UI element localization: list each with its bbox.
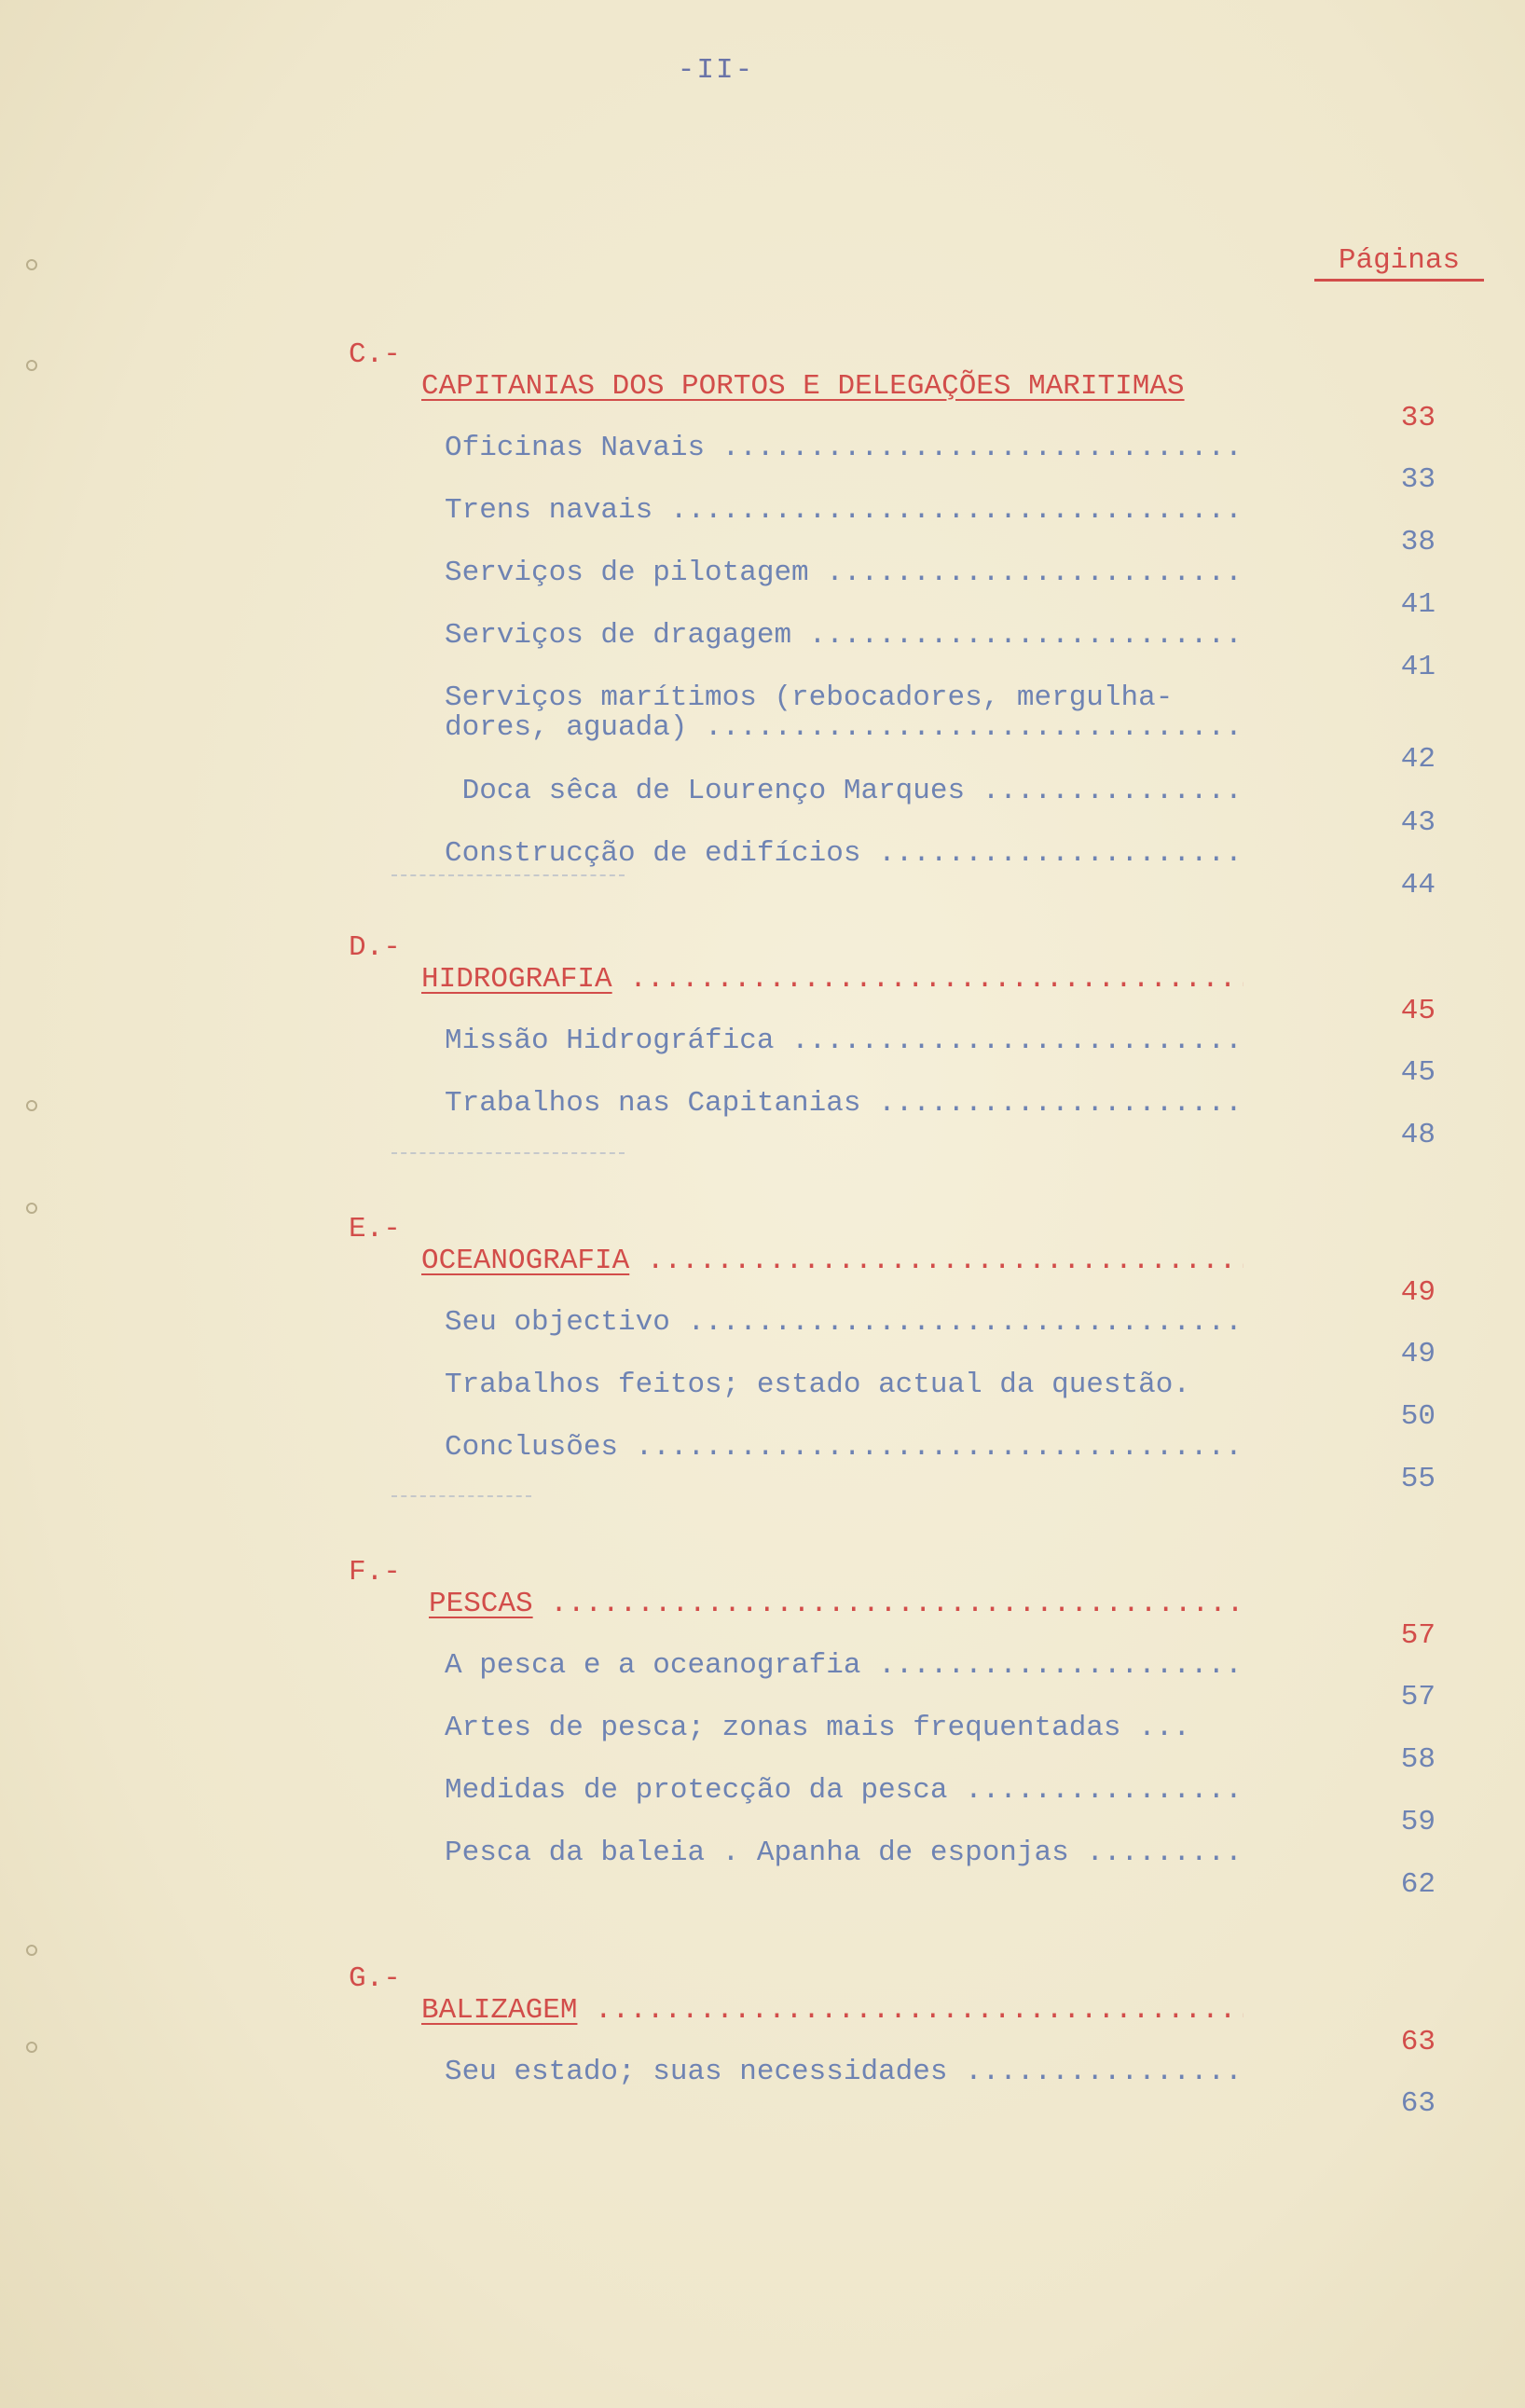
section-letter: G.- (349, 1962, 401, 1995)
faint-rule (392, 874, 625, 878)
entry-page-number: 42 (1400, 743, 1436, 776)
section-title: HIDROGRAFIA (421, 964, 612, 996)
entry-page-number: 41 (1400, 651, 1436, 683)
section-letter: C.- (349, 338, 401, 371)
entry-title: Trabalhos feitos; estado actual da questão. (445, 1369, 1190, 1401)
toc-entry (0, 1400, 1525, 1527)
section-page-number: 33 (1400, 402, 1436, 434)
entry-title: Construcção de edifícios ..... (445, 838, 1243, 870)
entry-page-number: 38 (1400, 526, 1436, 558)
section-letter: D.- (349, 931, 401, 964)
section-letter: F.- (349, 1556, 401, 1589)
section-page-number: 63 (1400, 2026, 1436, 2058)
entry-page-number: 55 (1400, 1463, 1436, 1495)
section-title: BALIZAGEM (421, 1995, 578, 2027)
entry-title: Oficinas Navais ..... (445, 433, 1243, 464)
entry-page-number: 45 (1400, 1056, 1436, 1089)
section-title-line (421, 964, 1243, 996)
entry-page-number: 49 (1400, 1338, 1436, 1370)
entry-title: Serviços de pilotagem ..... (445, 557, 1243, 589)
section-title: OCEANOGRAFIA (421, 1245, 630, 1277)
entry-title: dores, aguada) ..... (445, 712, 1243, 744)
entry-page-number: 57 (1400, 1681, 1436, 1713)
faint-rule (392, 1152, 625, 1156)
entry-page-number: 62 (1400, 1868, 1436, 1901)
section-title: CAPITANIAS DOS PORTOS E DELEGAÇÕES MARITIMAS (421, 370, 1185, 403)
section-page-number: 57 (1400, 1619, 1436, 1652)
page-folio: -II- (677, 54, 755, 87)
entry-title: A pesca e a oceanografia ..... (445, 1650, 1243, 1682)
entry-title: Seu estado; suas necessidades ..... (445, 2057, 1243, 2088)
entry-title-line1: Serviços marítimos (rebocadores, mergulha- (445, 681, 1174, 714)
entry-title: Seu objectivo ..... (445, 1307, 1243, 1339)
entry-title: Doca sêca de Lourenço Marques ..... (445, 776, 1243, 807)
entry-title: Serviços de dragagem ..... (445, 620, 1243, 652)
entry-title: Conclusões ..... (445, 1432, 1243, 1464)
entry-title: Missão Hidrográfica ..... (445, 1025, 1243, 1057)
section-page-number: 45 (1400, 995, 1436, 1027)
section-title-line (421, 1995, 1243, 2027)
entry-page-number: 33 (1400, 463, 1436, 496)
entry-page-number: 48 (1400, 1119, 1436, 1151)
section-page-number: 49 (1400, 1276, 1436, 1309)
entry-page-number: 43 (1400, 806, 1436, 839)
entry-title: Medidas de protecção da pesca ..... (445, 1775, 1243, 1807)
entry-title: Trens navais ..... (445, 495, 1243, 527)
entry-title: Artes de pesca; zonas mais frequentadas ... (445, 1712, 1190, 1744)
entry-title: Trabalhos nas Capitanias ..... (445, 1088, 1243, 1120)
section-letter: E.- (349, 1213, 401, 1245)
toc-entry (0, 2025, 1525, 2152)
entry-page-number: 41 (1400, 588, 1436, 621)
faint-rule (392, 1495, 531, 1499)
entry-page-number: 59 (1400, 1806, 1436, 1838)
entry-page-number: 58 (1400, 1743, 1436, 1776)
entry-page-number: 44 (1400, 869, 1436, 901)
section-title-line (429, 1589, 1243, 1620)
entry-page-number: 50 (1400, 1400, 1436, 1433)
entry-title: Pesca da baleia . Apanha de esponjas ..... (445, 1837, 1243, 1869)
pages-column-header: Páginas (1314, 244, 1484, 282)
section-title-line (421, 1245, 1243, 1277)
toc-entry (0, 1056, 1525, 1183)
section-title: PESCAS (429, 1589, 533, 1620)
entry-page-number: 63 (1400, 2087, 1436, 2120)
toc-entry (0, 1806, 1525, 1933)
